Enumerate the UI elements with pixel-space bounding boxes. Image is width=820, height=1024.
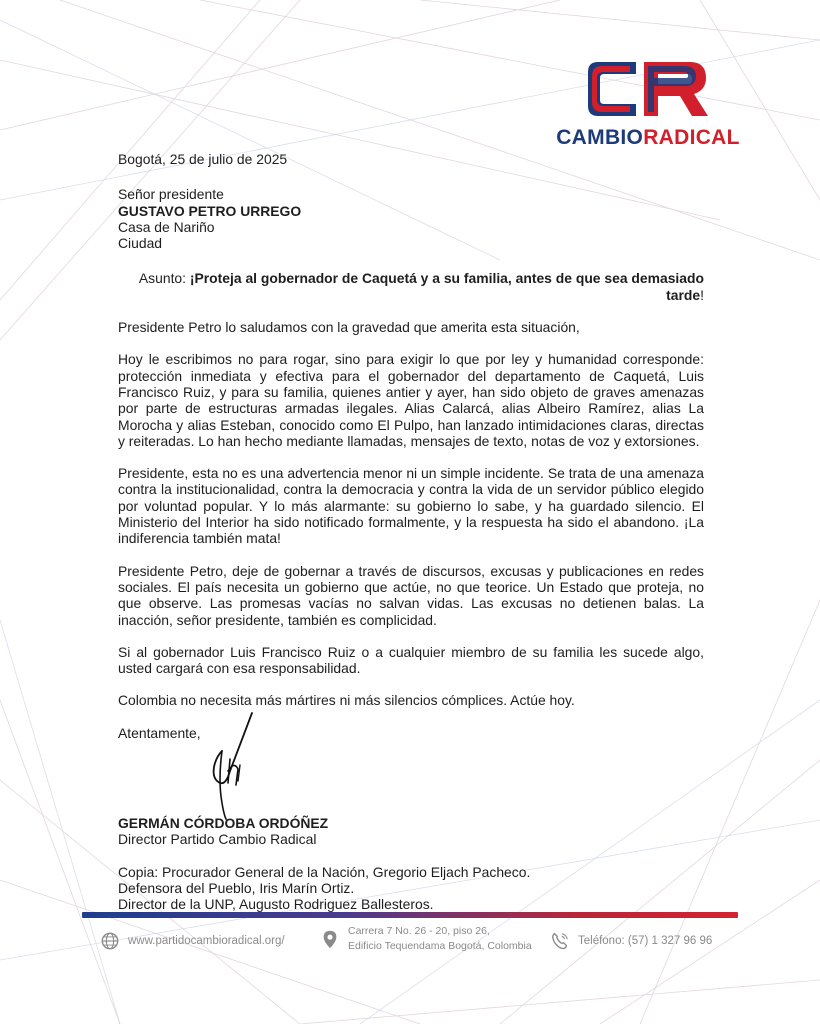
recipient-name: GUSTAVO PETRO URREGO: [118, 202, 302, 219]
logo-wordmark: [548, 126, 748, 150]
footer-address: [320, 924, 532, 954]
cr-logo-mark: [584, 56, 710, 122]
closing: Atentamente,: [118, 724, 201, 741]
letter-body: [118, 151, 704, 913]
address-line1: Carrera 7 No. 26 - 20, piso 26,: [348, 925, 490, 937]
website-text: www.partidocambioradical.org/: [128, 935, 285, 947]
copy-line: Copia: Procurador General de la Nación, Gregorio Eljach Pacheco.: [118, 863, 531, 880]
footer-divider-bar: [82, 912, 738, 918]
recipient-salutation: Señor presidente: [118, 186, 224, 203]
subject-line: [118, 270, 704, 303]
copy-line: Defensora del Pueblo, Iris Marín Ortiz.: [118, 879, 355, 896]
party-logo: [548, 56, 748, 156]
address-line2: Edificio Tequendama Bogotá, Colombia: [348, 940, 532, 952]
copy-line: Director de la UNP, Augusto Rodriguez Ballesteros.: [118, 896, 434, 913]
logo-text-radical: RADICAL: [643, 126, 740, 149]
copies-block: [118, 864, 704, 913]
paragraph-warning: Presidente, esta no es una advertencia menor ni un simple incidente. Se trata de una amenaza contra la institucionalidad, contra la democracia y contra la vida de un servidor público elegido por voluntad popular. Y lo más alarmante: su gobierno lo sabe, y ha guardado silencio. El Ministerio del Interior ha sido notificado formalmente, y la respuesta ha sido el abandono. ¡La indiferencia también mata!: [118, 465, 704, 547]
recipient-city: Ciudad: [118, 235, 163, 252]
letter-footer: [100, 924, 740, 964]
subject-text-line1: ¡Proteja al gobernador de Caquetá y a su familia, antes de que sea demasiado: [189, 270, 704, 287]
phone-icon: [550, 930, 570, 952]
globe-icon: [100, 930, 120, 952]
handwritten-signature: [200, 711, 270, 823]
paragraph-final: Colombia no necesita más mártires ni más silencios cómplices. Actúe hoy.: [118, 692, 575, 709]
signature-area: [118, 741, 704, 815]
phone-text: Teléfono: (57) 1 327 96 96: [578, 935, 713, 947]
location-pin-icon: [320, 928, 340, 950]
subject-text-line2: tarde: [666, 286, 701, 303]
footer-phone: [550, 930, 712, 952]
recipient-block: [118, 186, 704, 251]
logo-text-cambio: CAMBIO: [556, 126, 644, 149]
paragraph-criticism: Presidente Petro, deje de gobernar a través de discursos, excusas y publicaciones en redes sociales. El país necesita un gobierno que actúe, no que teorice. Un Estado que proteja, no que observe. Las promesas vacías no salvan vidas. Las excusas no detienen balas. La inacción, señor presidente, también es complicidad.: [118, 562, 704, 628]
signer-name: GERMÁN CÓRDOBA ORDÓÑEZ: [118, 815, 329, 832]
signer-title: Director Partido Cambio Radical: [118, 831, 317, 848]
subject-end: !: [700, 286, 704, 303]
footer-website[interactable]: [100, 930, 285, 952]
recipient-place: Casa de Nariño: [118, 218, 215, 235]
paragraph-responsibility: Si al gobernador Luis Francisco Ruiz o a cualquier miembro de su familia les sucede algo, usted cargará con esa responsabilidad.: [118, 643, 704, 677]
letter-date: Bogotá, 25 de julio de 2025: [118, 151, 288, 167]
paragraph-demand: Hoy le escribimos no para rogar, sino para exigir lo que por ley y humanidad corresponde: protección inmediata y efectiva para el gobernador del departamento de Caquetá, Luis Francisco Ruiz, y para su familia, quienes antier y ayer, han sido objeto de graves amenazas por parte de estructuras armadas ilegales. Alias Calarcá, alias Albeiro Ramírez, alias La Morocha y alias Esteban, conocido como El Pulpo, han lanzado intimidaciones claras, directas y reiteradas. Lo han hecho mediante llamadas, mensajes de texto, notas de voz y extorsiones.: [118, 351, 704, 449]
subject-label: Asunto:: [138, 270, 190, 287]
paragraph-greeting: Presidente Petro lo saludamos con la gravedad que amerita esta situación,: [118, 319, 580, 336]
